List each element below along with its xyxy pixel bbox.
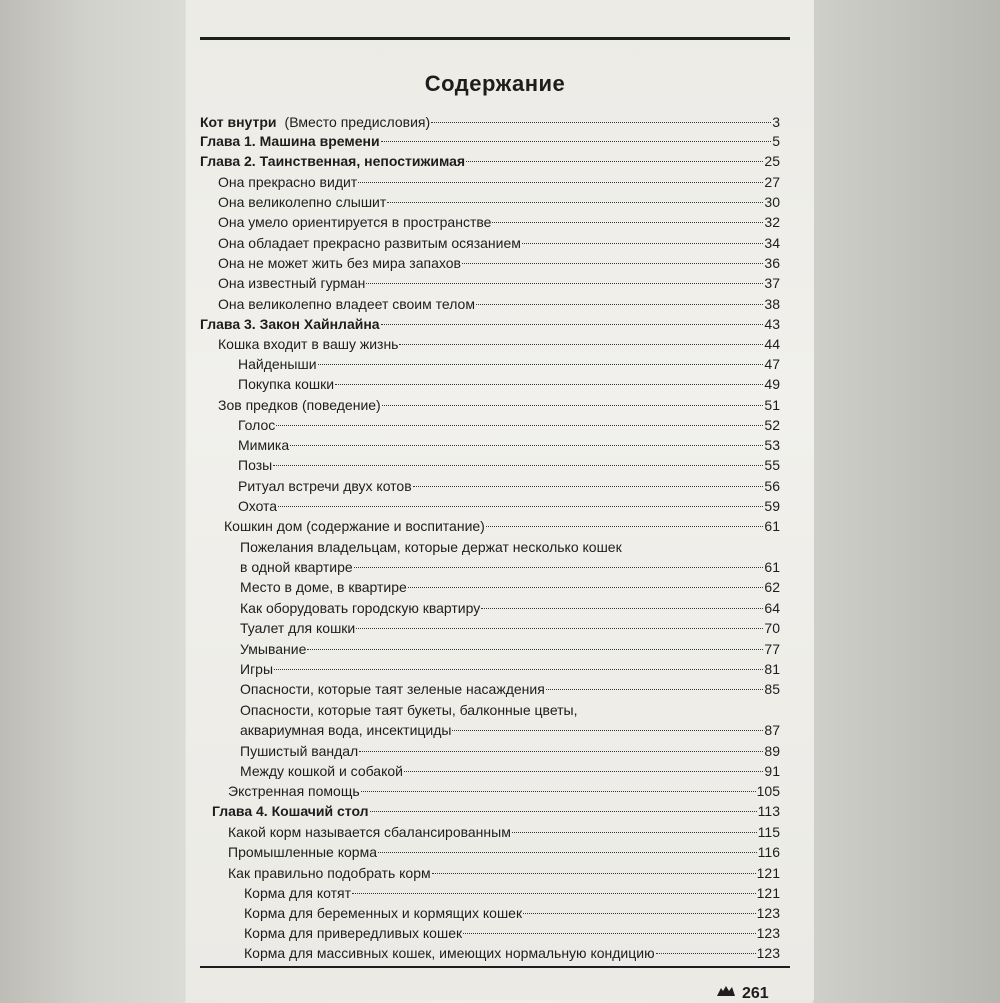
- toc-page-number: 81: [764, 661, 780, 677]
- toc-page-number: 36: [764, 255, 780, 271]
- toc-entry-label: Она прекрасно видит: [218, 174, 358, 190]
- toc-entry[interactable]: [240, 558, 780, 576]
- toc-entry-label: Она обладает прекрасно развитым осязанием: [218, 235, 521, 251]
- toc-entry-label: Она умело ориентируется в пространстве: [218, 214, 492, 230]
- toc-entry-label: Игры: [240, 661, 274, 677]
- toc-entry-label: в одной квартире: [240, 559, 353, 575]
- toc-entry-label: Кот внутри: [200, 114, 277, 130]
- toc-entry[interactable]: [240, 578, 780, 596]
- toc-entry[interactable]: [240, 680, 780, 698]
- dot-leader: [462, 263, 764, 264]
- toc-page-number: 61: [764, 518, 780, 534]
- cat-ornament-icon: [715, 983, 737, 997]
- toc-page-number: 123: [756, 945, 780, 961]
- toc-entry-label: Опасности, которые таят зеленые насаждения: [240, 681, 545, 697]
- toc-chapter-entry[interactable]: [200, 152, 780, 170]
- toc-entry[interactable]: [244, 944, 780, 962]
- toc-page-number: 30: [764, 194, 780, 210]
- toc-entry[interactable]: [218, 254, 780, 272]
- toc-entry[interactable]: [238, 416, 780, 434]
- toc-entry[interactable]: [240, 619, 780, 637]
- toc-entry-label: Кошка входит в вашу жизнь: [218, 336, 399, 352]
- toc-page-number: 105: [756, 783, 780, 799]
- toc-page-number: 43: [764, 316, 780, 332]
- toc-entry-label: Место в доме, в квартире: [240, 579, 407, 595]
- toc-entry[interactable]: [240, 762, 780, 780]
- toc-page-number: 123: [756, 905, 780, 921]
- toc-entry-label: аквариумная вода, инсектициды: [240, 722, 452, 738]
- dot-leader: [466, 161, 763, 162]
- toc-entry-label: Пушистый вандал: [240, 743, 359, 759]
- toc-entry-label: Зов предков (поведение): [218, 397, 381, 413]
- dot-leader: [408, 587, 764, 588]
- toc-entry[interactable]: [240, 640, 780, 658]
- toc-entry-label: Охота: [238, 498, 278, 514]
- toc-page-number: 51: [764, 397, 780, 413]
- toc-entry-label: Как оборудовать городскую квартиру: [240, 600, 481, 616]
- toc-page-number: 34: [764, 235, 780, 251]
- toc-entry-label: Ритуал встречи двух котов: [238, 478, 412, 494]
- dot-leader: [381, 324, 764, 325]
- toc-entry-sublabel: (Вместо предисловия): [284, 114, 431, 130]
- page-title: Содержание: [424, 71, 566, 96]
- toc-page-number: 121: [756, 865, 780, 881]
- toc-entry-label: Мимика: [238, 437, 290, 453]
- toc-chapter-entry[interactable]: [200, 132, 780, 150]
- toc-entry-label: Она великолепно владеет своим телом: [218, 296, 475, 312]
- toc-page-number: 25: [764, 153, 780, 169]
- toc-page-number: 70: [764, 620, 780, 636]
- dot-leader: [431, 122, 771, 123]
- toc-entry-label: Корма для массивных кошек, имеющих нормальную кондицию: [244, 945, 655, 961]
- dot-leader: [370, 811, 757, 812]
- dot-leader: [356, 628, 763, 629]
- toc-entry[interactable]: [218, 173, 780, 191]
- dot-leader: [432, 873, 756, 874]
- toc-chapter-entry[interactable]: [200, 113, 780, 131]
- dot-leader: [318, 364, 764, 365]
- dot-leader: [366, 283, 763, 284]
- dot-leader: [382, 405, 764, 406]
- toc-page-number: 3: [772, 114, 780, 130]
- toc-entry[interactable]: [224, 517, 780, 535]
- dot-leader: [522, 243, 764, 244]
- toc-entry[interactable]: [228, 782, 780, 800]
- dot-leader: [476, 304, 763, 305]
- toc-entry[interactable]: [240, 599, 780, 617]
- toc-entry-label: Умывание: [240, 641, 307, 657]
- toc-entry-label: Найденыши: [238, 356, 317, 372]
- toc-page-number: 37: [764, 275, 780, 291]
- dot-leader: [413, 486, 764, 487]
- toc-page-number: 61: [764, 559, 780, 575]
- page-number: 261: [742, 985, 769, 1002]
- toc-page-number: 59: [764, 498, 780, 514]
- toc-entry-label: Промышленные корма: [228, 844, 377, 860]
- toc-entry-label: Какой корм называется сбалансированным: [228, 824, 511, 840]
- toc-entry[interactable]: [218, 396, 780, 414]
- dot-leader: [278, 506, 763, 507]
- toc-entry[interactable]: [238, 456, 780, 474]
- toc-page-number: 123: [756, 925, 780, 941]
- dot-leader: [290, 445, 763, 446]
- dot-leader: [656, 953, 756, 954]
- toc-page-number: 87: [764, 722, 780, 738]
- toc-entry-label: Как правильно подобрать корм: [228, 865, 431, 881]
- toc-entry[interactable]: [218, 335, 780, 353]
- dot-leader: [276, 425, 763, 426]
- toc-page-number: 32: [764, 214, 780, 230]
- toc-page-number: 77: [764, 641, 780, 657]
- dot-leader: [274, 669, 763, 670]
- toc-page-number: 49: [764, 376, 780, 392]
- dot-leader: [359, 751, 763, 752]
- toc-page-number: 44: [764, 336, 780, 352]
- toc-entry[interactable]: [238, 477, 780, 495]
- toc-entry[interactable]: [218, 295, 780, 313]
- toc-entry-label: Покупка кошки: [238, 376, 335, 392]
- toc-entry[interactable]: [238, 497, 780, 515]
- toc-entry[interactable]: [218, 234, 780, 252]
- toc-page-number: 47: [764, 356, 780, 372]
- dot-leader: [523, 913, 756, 914]
- toc-page-number: 91: [764, 763, 780, 779]
- toc-entry[interactable]: [240, 742, 780, 760]
- toc-entry[interactable]: [244, 904, 780, 922]
- toc-page-number: 115: [757, 824, 780, 840]
- toc-page-number: 52: [764, 417, 780, 433]
- toc-page-number: 116: [757, 844, 780, 860]
- toc-entry[interactable]: [244, 884, 780, 902]
- dot-leader: [387, 202, 763, 203]
- toc-entry[interactable]: [238, 355, 780, 373]
- dot-leader: [352, 893, 756, 894]
- toc-page-number: 38: [764, 296, 780, 312]
- toc-entry[interactable]: [240, 721, 780, 739]
- toc-entry-label: Корма для привередливых кошек: [244, 925, 463, 941]
- toc-entry-label: Она великолепно слышит: [218, 194, 387, 210]
- toc-page-number: 62: [764, 579, 780, 595]
- toc-page-number: 113: [757, 803, 780, 819]
- toc-entry[interactable]: [228, 843, 780, 861]
- toc-entry-label: Голос: [238, 417, 276, 433]
- toc-entry-label: Корма для котят: [244, 885, 352, 901]
- dot-leader: [486, 526, 764, 527]
- bottom-rule: [200, 966, 790, 968]
- dot-leader: [404, 771, 763, 772]
- toc-entry[interactable]: [238, 375, 780, 393]
- toc-entry-label: Туалет для кошки: [240, 620, 356, 636]
- toc-page-number: 53: [764, 437, 780, 453]
- toc-entry-label: Глава 3. Закон Хайнлайна: [200, 316, 380, 332]
- toc-chapter-entry[interactable]: [200, 315, 780, 333]
- toc-entry-label: Глава 2. Таинственная, непостижимая: [200, 153, 466, 169]
- toc-page-number: 55: [764, 457, 780, 473]
- toc-entry-label: Глава 1. Машина времени: [200, 133, 380, 149]
- dot-leader: [463, 933, 756, 934]
- dot-leader: [335, 384, 763, 385]
- dot-leader: [378, 852, 757, 853]
- dot-leader: [399, 344, 763, 345]
- toc-page-number: 85: [764, 681, 780, 697]
- toc-entry-label: Кошкин дом (содержание и воспитание): [224, 518, 485, 534]
- toc-entry[interactable]: [218, 193, 780, 211]
- dot-leader: [546, 689, 764, 690]
- toc-entry-label: Между кошкой и собакой: [240, 763, 403, 779]
- toc-entry[interactable]: [228, 823, 780, 841]
- dot-leader: [354, 567, 764, 568]
- toc-entry-label: Она не может жить без мира запахов: [218, 255, 461, 271]
- toc-entry[interactable]: [228, 864, 780, 882]
- toc-chapter-entry[interactable]: [212, 802, 780, 820]
- toc-entry[interactable]: [240, 660, 780, 678]
- dot-leader: [481, 608, 763, 609]
- toc-page-number: 56: [764, 478, 780, 494]
- dot-leader: [452, 730, 763, 731]
- toc-entry-label-line1: Пожелания владельцам, которые держат несколько кошек: [240, 539, 622, 555]
- toc-page-number: 5: [772, 133, 780, 149]
- toc-entry-label-line1: Опасности, которые таят букеты, балконные цветы,: [240, 702, 578, 718]
- toc-entry-label: Корма для беременных и кормящих кошек: [244, 905, 523, 921]
- toc-page-number: 64: [764, 600, 780, 616]
- toc-entry-label: Она известный гурман: [218, 275, 366, 291]
- toc-entry[interactable]: [244, 924, 780, 942]
- dot-leader: [512, 832, 757, 833]
- dot-leader: [381, 141, 772, 142]
- toc-entry-label: Глава 4. Кошачий стол: [212, 803, 369, 819]
- dot-leader: [358, 182, 763, 183]
- toc-entry-label: Позы: [238, 457, 273, 473]
- dot-leader: [273, 465, 763, 466]
- toc-page-number: 27: [764, 174, 780, 190]
- dot-leader: [307, 649, 763, 650]
- toc-page-number: 121: [756, 885, 780, 901]
- toc-entry-label: Экстренная помощь: [228, 783, 360, 799]
- toc-page-number: 89: [764, 743, 780, 759]
- toc-entry[interactable]: [218, 274, 780, 292]
- dot-leader: [492, 222, 763, 223]
- toc-entry[interactable]: [238, 436, 780, 454]
- dot-leader: [361, 791, 756, 792]
- toc-entry[interactable]: [218, 213, 780, 231]
